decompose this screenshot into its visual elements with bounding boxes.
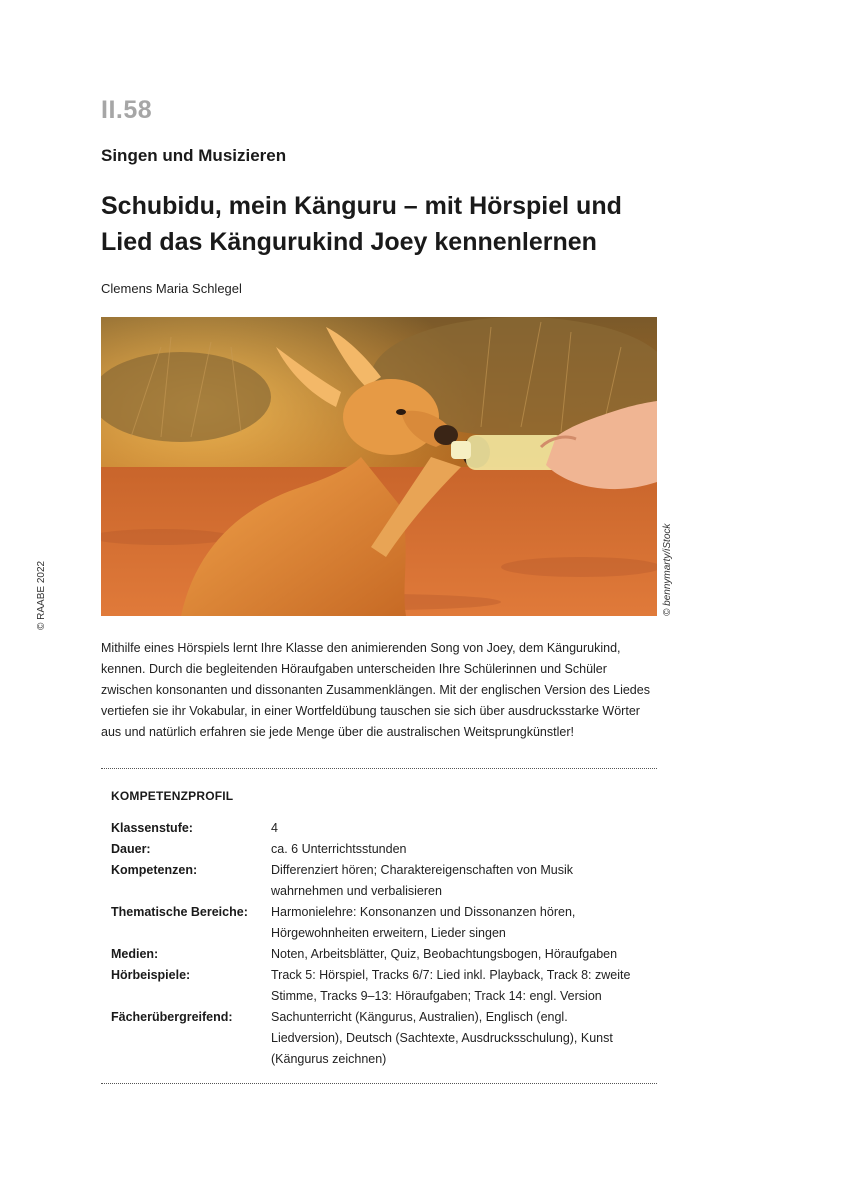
profile-row <box>111 965 651 1007</box>
profile-value: 4 <box>271 821 278 835</box>
profile-value: Sachunterricht (Kängurus, Australien), Englisch (engl. Liedversion), Deutsch (Sachtexte, Ausdrucksschulung), Kunst (Kängurus zeichnen) <box>271 1010 613 1066</box>
copyright-notice: © RAABE 2022 <box>36 560 47 630</box>
profile-label: Fächerübergreifend: <box>111 1010 233 1024</box>
profile-value: Track 5: Hörspiel, Tracks 6/7: Lied inkl. Playback, Track 8: zweite Stimme, Tracks 9–13: Höraufgaben; Track 14: engl. Version <box>271 968 631 1003</box>
profile-row <box>111 1007 651 1070</box>
profile-label: Klassenstufe: <box>111 821 193 835</box>
profile-label: Medien: <box>111 947 159 961</box>
profile-value: Noten, Arbeitsblätter, Quiz, Beobachtungsbogen, Höraufgaben <box>271 947 618 961</box>
profile-row <box>111 839 651 860</box>
profile-label: Dauer: <box>111 842 151 856</box>
kangaroo-photo <box>101 317 657 616</box>
competence-profile-table <box>111 818 651 1070</box>
title-line-2: Lied das Kängurukind Joey kennenlernen <box>101 228 597 256</box>
page-title <box>101 188 701 260</box>
profile-row <box>111 944 651 965</box>
profile-label: Thematische Bereiche: <box>111 905 248 919</box>
profile-value: Differenziert hören; Charaktereigenschaften von Musik wahrnehmen und verbalisieren <box>271 863 574 898</box>
author-name: Clemens Maria Schlegel <box>101 281 242 296</box>
profile-value: ca. 6 Unterrichtsstunden <box>271 842 407 856</box>
intro-paragraph: Mithilfe eines Hörspiels lernt Ihre Klasse den animierenden Song von Joey, dem Kängurukind, kennen. Durch die begleitenden Höraufgaben unterscheiden Ihre Schülerinnen und Schüler zwischen konsonanten und dissonanten Zusammenklängen. Mit der englischen Version des Liedes vertiefen sie ihr Vokabular, in einer Wortfeldübung tauschen sie sich über ausdrucksstarke Wörter aus und natürlich erfahren sie jede Menge über die australischen Weitsprungkünstler! <box>101 641 650 739</box>
category-label: Singen und Musizieren <box>101 146 287 165</box>
profile-label: Kompetenzen: <box>111 863 198 877</box>
profile-row <box>111 860 651 902</box>
profile-label: Hörbeispiele: <box>111 968 191 982</box>
profile-row <box>111 818 651 839</box>
profile-value: Harmonielehre: Konsonanzen und Dissonanzen hören, Hörgewohnheiten erweitern, Lieder singen <box>271 905 576 940</box>
profile-divider-bottom <box>101 1083 657 1084</box>
chapter-number: II.58 <box>101 96 153 124</box>
profile-divider-top <box>101 768 657 769</box>
profile-heading: KOMPETENZPROFIL <box>111 789 234 803</box>
title-line-1: Schubidu, mein Känguru – mit Hörspiel und <box>101 192 622 220</box>
image-credit: © bennymarty/iStock <box>662 523 673 616</box>
profile-row <box>111 902 651 944</box>
